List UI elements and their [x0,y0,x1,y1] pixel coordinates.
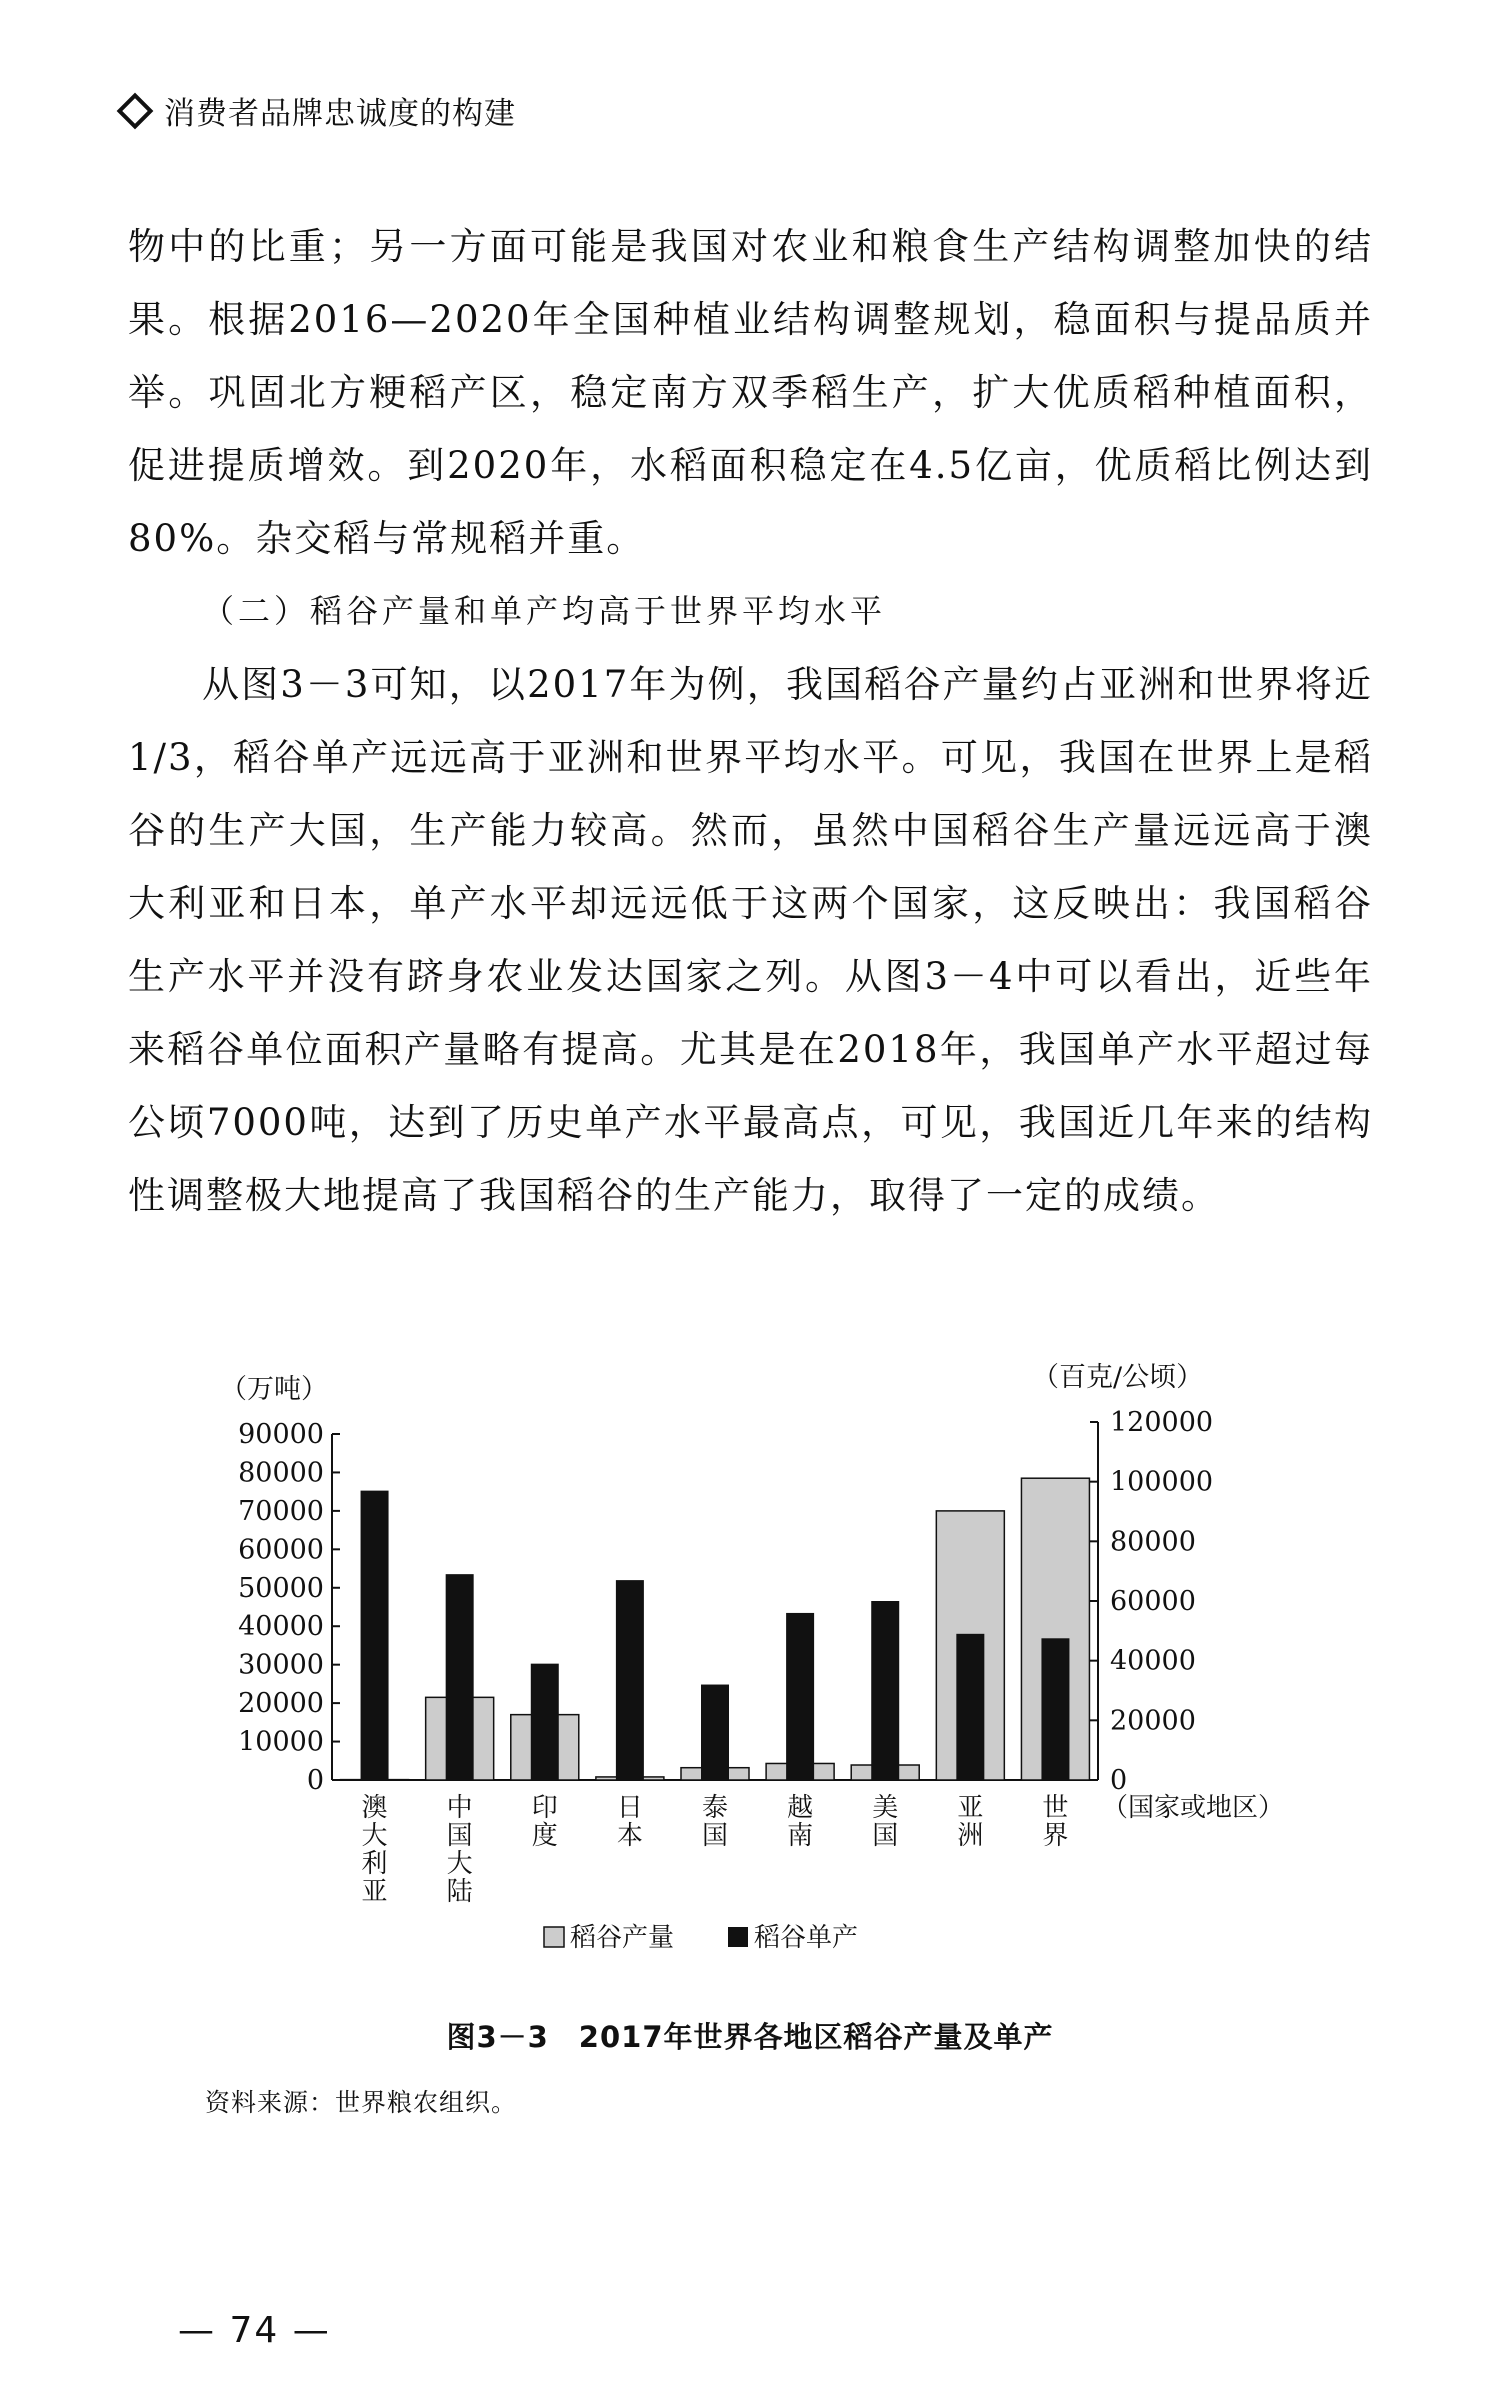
category-label-char: 界 [1042,1821,1069,1851]
category-label-char: 日 [616,1793,643,1823]
rice-production-chart [0,1340,1500,2000]
category-label-char: 中 [446,1793,473,1823]
left-tick-label: 30000 [238,1649,324,1681]
left-tick-label: 10000 [238,1726,324,1758]
yield-bar [1041,1638,1069,1780]
category-label-char: 越 [787,1793,814,1823]
x-axis-label: （国家或地区） [1102,1793,1285,1823]
yield-bar [361,1491,389,1780]
left-tick-label: 0 [306,1765,324,1796]
legend-swatch-production [544,1927,564,1947]
yield-bar [786,1613,814,1780]
left-tick-label: 60000 [238,1534,324,1566]
right-tick-label: 20000 [1110,1705,1196,1737]
category-label-char: 洲 [957,1821,984,1851]
category-label-char: 国 [872,1821,899,1851]
right-tick-label: 40000 [1110,1645,1196,1677]
left-tick-label: 70000 [238,1495,324,1527]
figure-source-note: 资料来源：世界粮农组织。 [205,2088,518,2117]
right-tick-label: 80000 [1110,1526,1196,1558]
legend-label-production: 稻谷产量 [570,1923,675,1953]
legend-label-yield: 稻谷单产 [754,1923,859,1953]
category-label-char: 本 [616,1821,643,1851]
category-label-char: 利 [361,1849,388,1879]
category-label-char: 陆 [446,1877,473,1907]
category-label-char: 国 [701,1821,729,1851]
category-label-char: 亚 [361,1877,388,1907]
category-label-char: 国 [446,1821,473,1851]
category-label-char: 印 [531,1793,558,1823]
paragraph-1: 物中的比重；另一方面可能是我国对农业和粮食生产结构调整加快的结果。根据2016—2020年全国种植业结构调整规划，稳面积与提品质并举。巩固北方粳稻产区，稳定南方双季稻生产，扩大优质稻种植面积，促进提质增效。到2020年，水稻面积稳定在4.5亿亩，优质稻比例达到80%。杂交稻与常规稻并重。 [128,225,1373,560]
diamond-icon [117,92,154,129]
category-label-char: 世 [1042,1793,1069,1823]
category-label-char: 度 [531,1821,558,1851]
right-tick-label: 0 [1110,1765,1128,1796]
right-axis-unit-label: （百克/公顷） [1032,1362,1204,1393]
running-header [118,88,516,133]
yield-bar [956,1634,984,1780]
figure-caption: 图3－3 2017年世界各地区稻谷产量及单产 [446,2020,1054,2054]
category-label-char: 南 [787,1821,814,1851]
left-axis-unit-label: （万吨） [220,1374,328,1405]
yield-bar [531,1664,559,1780]
right-tick-label: 60000 [1110,1586,1196,1617]
section-subheading: （二）稻谷产量和单产均高于世界平均水平 [202,592,887,630]
yield-bar [446,1574,474,1780]
left-tick-label: 40000 [238,1611,324,1643]
body-text [128,210,1373,1232]
left-tick-label: 50000 [238,1572,324,1604]
yield-bar [616,1580,644,1780]
category-label-char: 大 [361,1821,388,1851]
yield-bar [871,1601,899,1780]
running-header-title: 消费者品牌忠诚度的构建 [164,96,516,132]
legend-swatch-yield [728,1927,748,1947]
category-label-char: 美 [872,1793,899,1823]
paragraph-2: 从图3－3可知，以2017年为例，我国稻谷产量约占亚洲和世界将近1/3，稻谷单产远远高于亚洲和世界平均水平。可见，我国在世界上是稻谷的生产大国，生产能力较高。然而，虽然中国稻谷生产量远远高于澳大利亚和日本，单产水平却远远低于这两个国家，这反映出：我国稻谷生产水平并没有跻身农业发达国家之列。从图3－4中可以看出，近些年来稻谷单位面积产量略有提高。尤其是在2018年，我国单产水平超过每公顷7000吨，达到了历史单产水平最高点，可见，我国近几年来的结构性调整极大地提高了我国稻谷的生产能力，取得了一定的成绩。 [128,663,1373,1217]
category-label-char: 大 [446,1849,473,1879]
yield-bar [701,1685,729,1780]
page-number: — 74 — [178,2310,331,2351]
right-tick-label: 100000 [1110,1466,1214,1498]
category-label-char: 亚 [957,1793,984,1823]
left-tick-label: 90000 [238,1419,324,1450]
right-tick-label: 120000 [1110,1407,1214,1438]
category-label-char: 澳 [361,1793,388,1823]
left-tick-label: 20000 [238,1688,324,1720]
category-label-char: 泰 [701,1793,729,1823]
left-tick-label: 80000 [238,1457,324,1489]
